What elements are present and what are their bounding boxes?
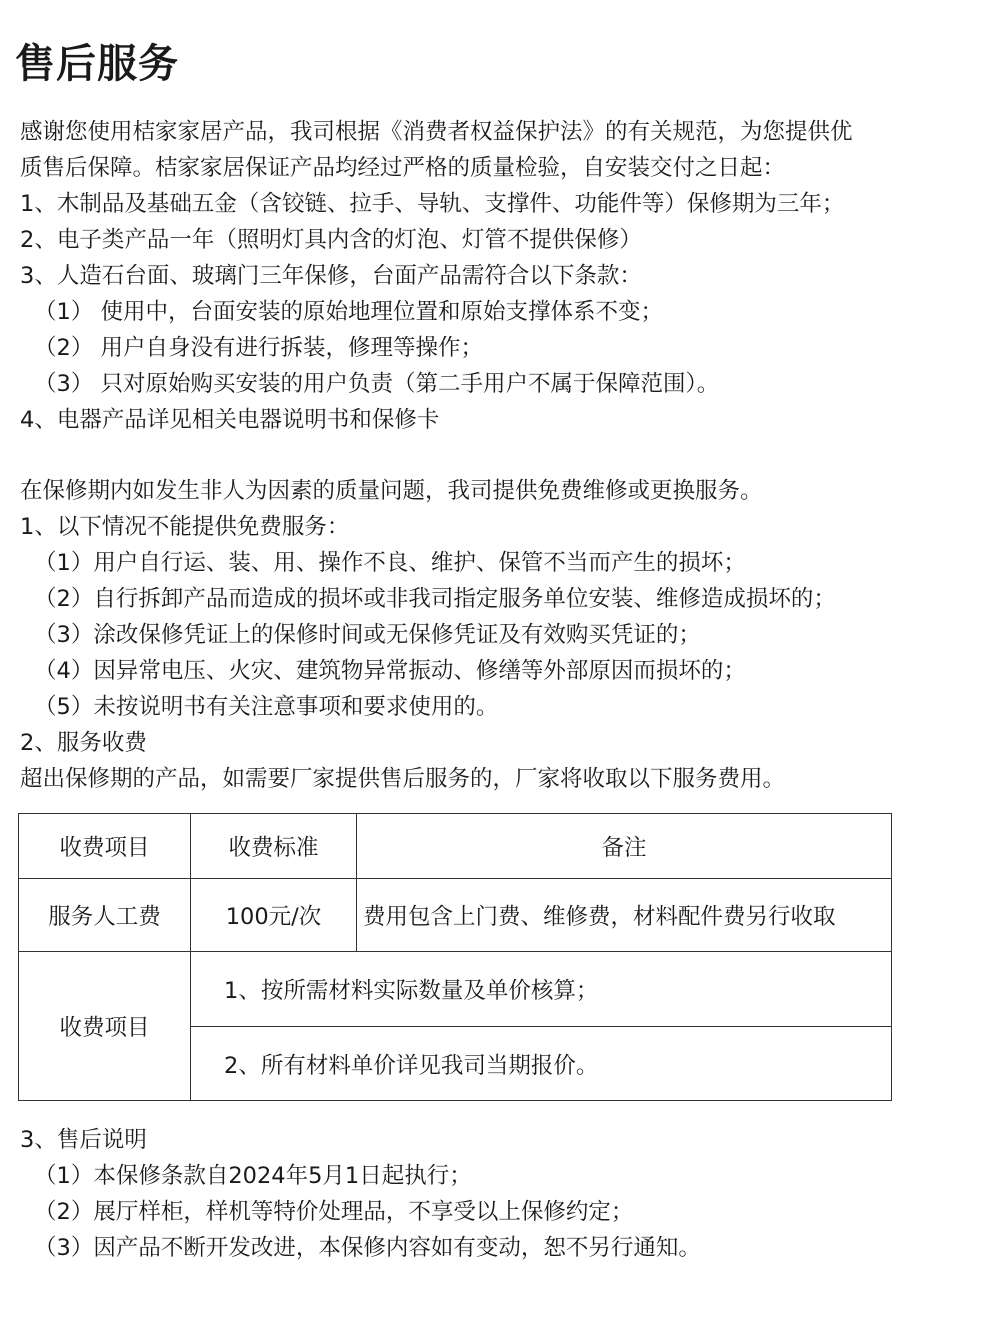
header-item: 收费项目 [19,814,191,879]
countertop-term: （2） 用户自身没有进行拆装，修理等操作； [34,335,483,361]
countertop-term: （1） 使用中，台面安装的原始地理位置和原始支撑体系不变； [34,299,663,325]
materials-item: 收费项目 [19,952,191,1101]
exclusion-item: （2）自行拆卸产品而造成的损坏或非我司指定服务单位安装、维修造成损坏的； [34,586,836,612]
note-item: （1）本保修条款自2024年5月1日起执行； [34,1163,472,1189]
note-item: （2）展厅样柜，样机等特价处理品，不享受以上保修约定； [34,1199,634,1225]
materials-rule: 1、按所需材料实际数量及单价核算； [191,952,892,1027]
exclusion-item: （3）涂改保修凭证上的保修时间或无保修凭证及有效购买凭证的； [34,622,701,648]
warranty-item: 4、电器产品详见相关电器说明书和保修卡 [20,407,440,433]
header-note: 备注 [357,814,892,879]
exclusion-item: （5）未按说明书有关注意事项和要求使用的。 [34,694,499,720]
fee-table [18,813,892,1101]
service-section [20,473,980,797]
labor-standard: 100元/次 [191,879,357,952]
exclusion-item: （1）用户自行运、装、用、操作不良、维护、保管不当而产生的损坏； [34,550,746,576]
fee-table-header-row [19,814,892,879]
labor-note: 费用包含上门费、维修费，材料配件费另行收取 [357,879,892,952]
page-title: 售后服务 [15,41,179,87]
note-item: （3）因产品不断开发改进，本保修内容如有变动，恕不另行通知。 [34,1235,701,1261]
service-intro: 在保修期内如发生非人为因素的质量问题，我司提供免费维修或更换服务。 [20,478,763,504]
warranty-item: 1、木制品及基础五金（含铰链、拉手、导轨、支撑件、功能件等）保修期为三年； [20,191,845,217]
fees-heading: 2、服务收费 [20,730,147,756]
exclusion-item: （4）因异常电压、火灾、建筑物异常振动、修缮等外部原因而损坏的； [34,658,746,684]
fees-intro: 超出保修期的产品，如需要厂家提供售后服务的，厂家将收取以下服务费用。 [20,766,786,792]
countertop-term: （3） 只对原始购买安装的用户负责（第二手用户不属于保障范围）。 [34,371,720,397]
warranty-section [20,114,980,438]
exclusions-heading: 1、以下情况不能提供免费服务： [20,514,350,540]
intro-line: 质售后保障。桔家家居保证产品均经过严格的质量检验，自安装交付之日起： [20,155,786,181]
notes-heading: 3、售后说明 [20,1127,147,1153]
warranty-item: 3、人造石台面、玻璃门三年保修，台面产品需符合以下条款： [20,263,642,289]
header-standard: 收费标准 [191,814,357,879]
labor-item: 服务人工费 [19,879,191,952]
warranty-item: 2、电子类产品一年（照明灯具内含的灯泡、灯管不提供保修） [20,227,642,253]
intro-line: 感谢您使用桔家家居产品，我司根据《消费者权益保护法》的有关规范，为您提供优 [20,119,853,145]
fee-table-row-materials [19,952,892,1027]
materials-rule: 2、所有材料单价详见我司当期报价。 [191,1027,892,1101]
fee-table-row-labor [19,879,892,952]
notes-section [20,1122,980,1266]
